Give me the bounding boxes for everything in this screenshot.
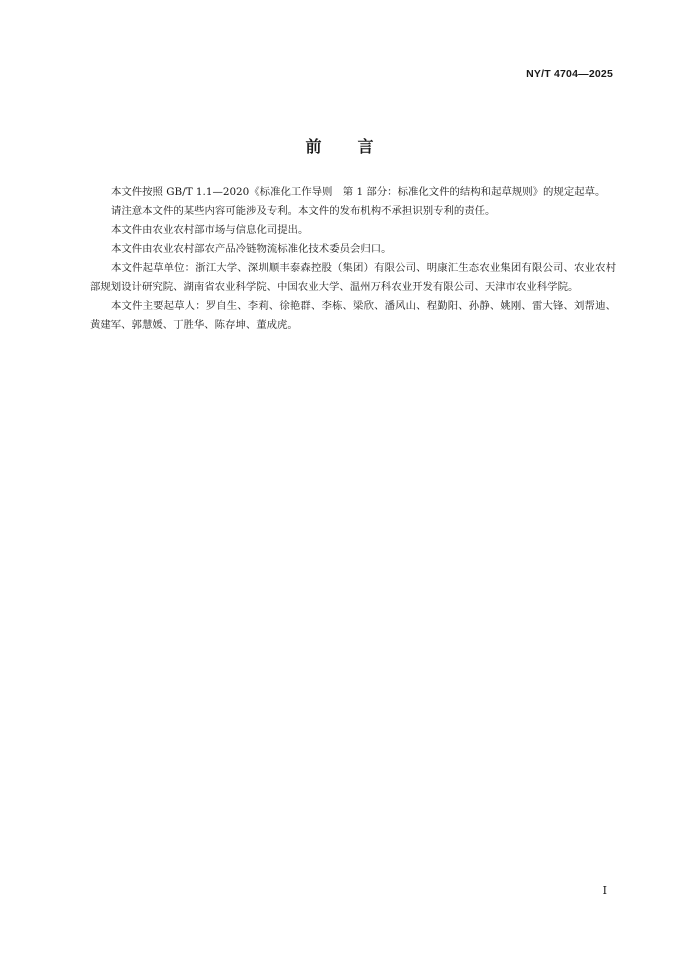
paragraph-under-jurisdiction: 本文件由农业农村部农产品冷链物流标准化技术委员会归口。	[111, 243, 392, 255]
standard-code: NY/T 4704—2025	[526, 68, 613, 80]
page-title	[0, 134, 681, 157]
paragraph-proposed-by: 本文件由农业农村部市场与信息化司提出。	[111, 224, 309, 236]
paragraph-drafters: 本文件主要起草人：罗自生、李莉、徐艳群、李栋、梁欣、潘风山、程勤阳、孙静、姚刚、雷大锋、刘帮迪、黄建军、郭慧媛、丁胜华、陈存坤、董成虎。	[90, 300, 616, 331]
paragraph-drafting-units: 本文件起草单位：浙江大学、深圳顺丰泰森控股（集团）有限公司、明康汇生态农业集团有限公司、农业农村部规划设计研究院、湖南省农业科学院、中国农业大学、温州万科农业开发有限公司、天津市农业科学院。	[90, 262, 616, 293]
paragraph-drafting-rules: 本文件按照 GB/T 1.1—2020《标准化工作导则 第 1 部分：标准化文件的结构和起草规则》的规定起草。	[111, 186, 606, 198]
page-number: I	[602, 884, 607, 897]
title-char-2: 言	[357, 137, 376, 156]
paragraph-patent-notice: 请注意本文件的某些内容可能涉及专利。本文件的发布机构不承担识别专利的责任。	[111, 205, 496, 217]
foreword-body	[90, 183, 616, 335]
title-char-1: 前	[305, 137, 324, 156]
